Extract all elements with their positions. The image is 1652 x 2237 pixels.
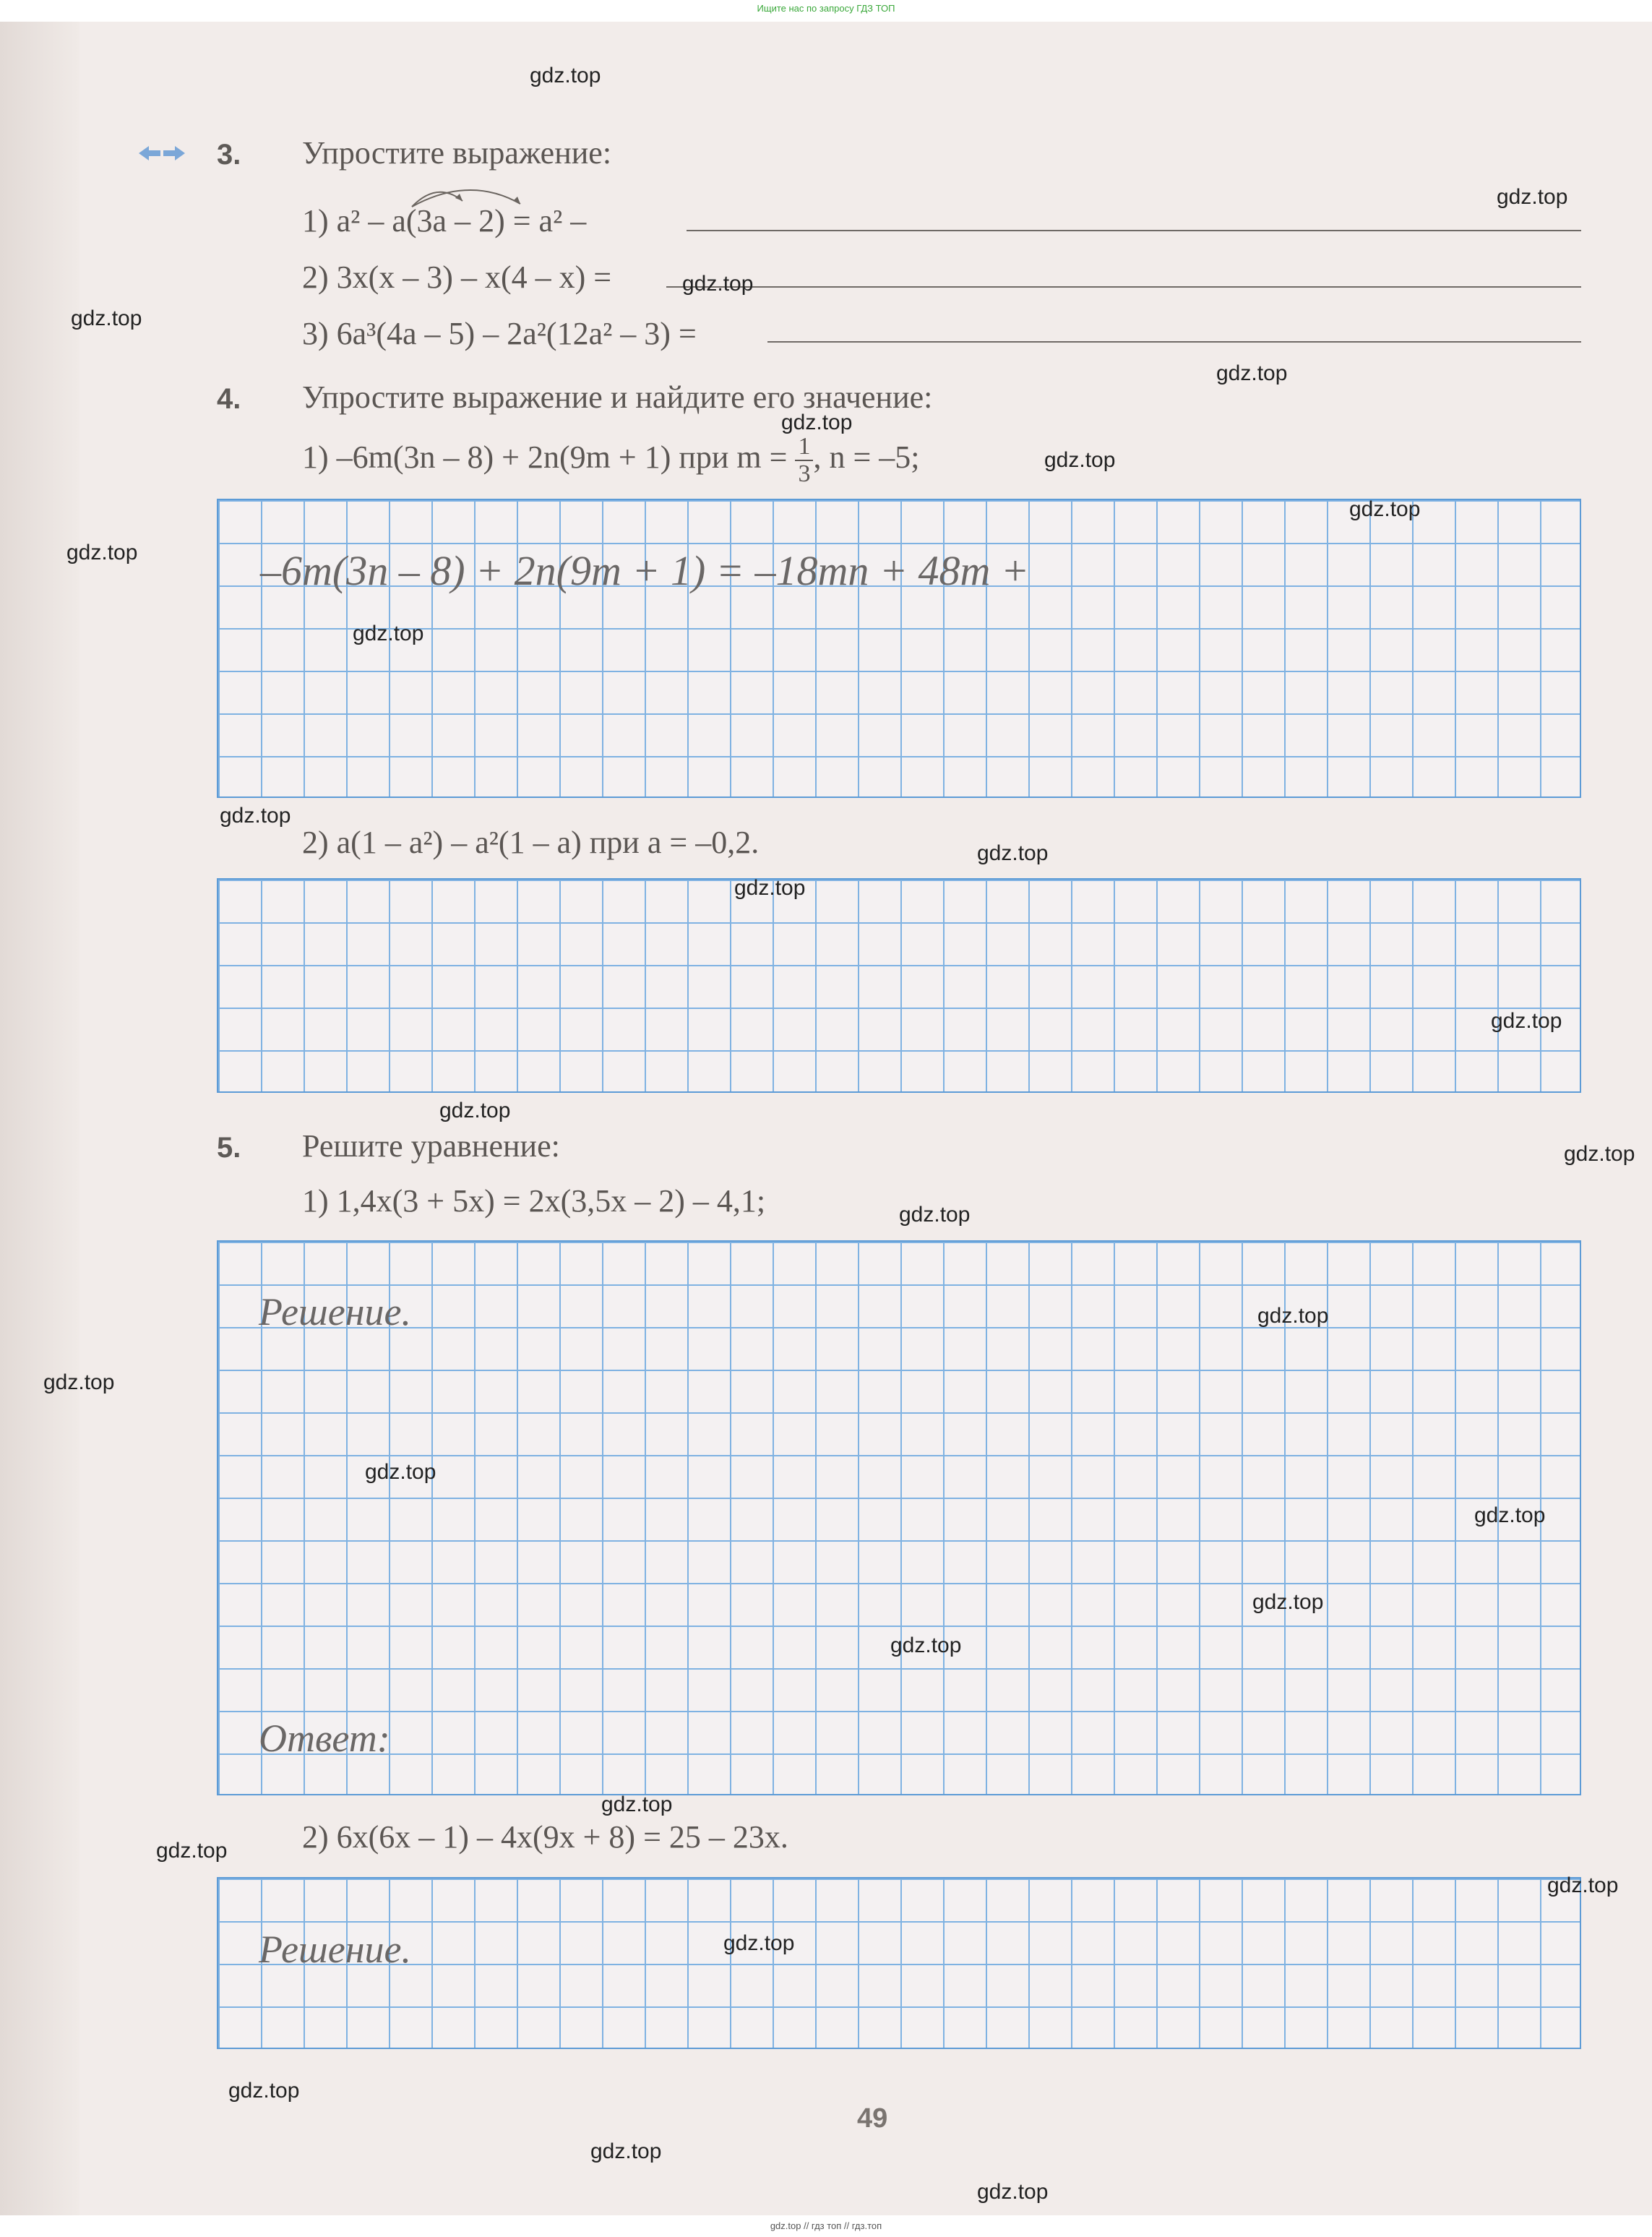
watermark: gdz.top: [734, 876, 806, 900]
watermark: gdz.top: [43, 1370, 115, 1394]
answer-line-3-2[interactable]: [666, 286, 1581, 288]
watermark: gdz.top: [1547, 1873, 1619, 1897]
page-spine-shadow: [0, 22, 79, 2215]
answer-grid-5-2[interactable]: [217, 1877, 1581, 2049]
watermark: gdz.top: [1474, 1503, 1546, 1527]
task-3-item-2: 2) 3x(x – 3) – x(4 – x) =: [302, 259, 612, 295]
task-4-item-1-suffix: , n = –5;: [813, 439, 920, 476]
watermark: gdz.top: [1564, 1142, 1635, 1166]
watermark: gdz.top: [1349, 497, 1421, 521]
watermark: gdz.top: [220, 804, 291, 828]
task-3-item-3: 3) 6a³(4a – 5) – 2a²(12a² – 3) =: [302, 316, 697, 351]
answer-label: Ответ:: [259, 1717, 390, 1760]
answer-grid-4-1[interactable]: [217, 499, 1581, 798]
watermark: gdz.top: [781, 411, 853, 434]
answer-grid-5-1[interactable]: [217, 1240, 1581, 1795]
footer-note: gdz.top // гдз топ // гдз.топ: [770, 2220, 882, 2231]
task-4-item-1: [302, 434, 920, 487]
watermark: gdz.top: [1044, 448, 1116, 472]
watermark: gdz.top: [71, 306, 142, 330]
task-3-number: 3.: [217, 139, 241, 171]
watermark: gdz.top: [890, 1633, 962, 1657]
watermark: gdz.top: [365, 1460, 436, 1484]
handwritten-solution-4-1: –6m(3n – 8) + 2n(9m + 1) = –18mn + 48m +: [260, 547, 1029, 594]
task-5-item-2: 2) 6x(6x – 1) – 4x(9x + 8) = 25 – 23x.: [302, 1819, 788, 1855]
task-3-item-1: 1) a² – a(3a – 2) = a² –: [302, 203, 587, 239]
page-number: 49: [857, 2103, 888, 2134]
watermark: gdz.top: [1257, 1304, 1329, 1328]
watermark: gdz.top: [899, 1203, 971, 1227]
task-3-heading: Упростите выражение:: [302, 135, 612, 171]
double-arrow-icon: [139, 143, 185, 163]
header-note: Ищите нас по запросу ГДЗ ТОП: [757, 3, 895, 14]
task-5-number: 5.: [217, 1132, 241, 1164]
watermark: gdz.top: [723, 1931, 795, 1955]
task-4-item-2: 2) a(1 – a²) – a²(1 – a) при a = –0,2.: [302, 825, 760, 860]
watermark: gdz.top: [1497, 185, 1568, 209]
watermark: gdz.top: [530, 64, 601, 87]
fraction-numerator: 1: [795, 434, 813, 461]
watermark: gdz.top: [353, 622, 424, 645]
watermark: gdz.top: [1491, 1009, 1562, 1033]
watermark: gdz.top: [156, 1839, 228, 1863]
solution-label-2: Решение.: [259, 1928, 411, 1971]
task-4-heading: Упростите выражение и найдите его значение:: [302, 379, 933, 415]
answer-line-3-3[interactable]: [767, 341, 1581, 343]
answer-grid-4-2[interactable]: [217, 878, 1581, 1093]
solution-label: Решение.: [259, 1290, 411, 1334]
task-5-item-1: 1) 1,4x(3 + 5x) = 2x(3,5x – 2) – 4,1;: [302, 1183, 766, 1219]
watermark: gdz.top: [601, 1792, 673, 1816]
fraction: [795, 434, 813, 487]
fraction-denominator: 3: [798, 460, 811, 487]
watermark: gdz.top: [1252, 1590, 1324, 1614]
watermark: gdz.top: [682, 272, 754, 296]
task-4-item-1-text: 1) –6m(3n – 8) + 2n(9m + 1) при m =: [302, 439, 788, 476]
watermark: gdz.top: [977, 2180, 1049, 2204]
answer-line-3-1[interactable]: [687, 230, 1581, 231]
watermark: gdz.top: [590, 2139, 662, 2163]
watermark: gdz.top: [66, 541, 138, 564]
watermark: gdz.top: [1216, 361, 1288, 385]
watermark: gdz.top: [977, 841, 1049, 865]
task-5-heading: Решите уравнение:: [302, 1128, 560, 1164]
watermark: gdz.top: [439, 1099, 511, 1122]
task-4-number: 4.: [217, 383, 241, 415]
watermark: gdz.top: [228, 2079, 300, 2103]
